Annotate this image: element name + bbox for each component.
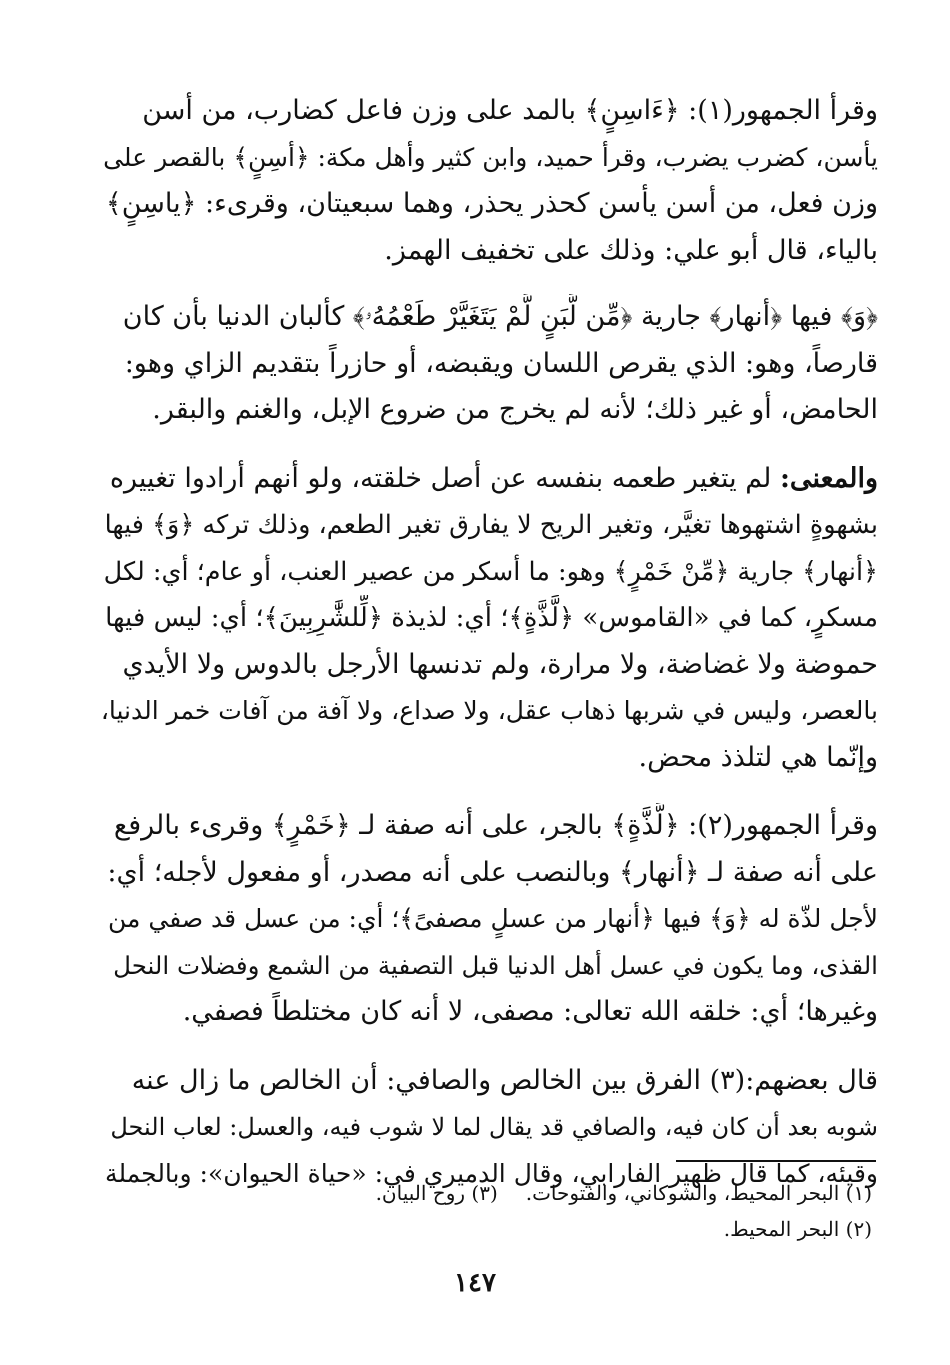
text-line: القذى، وما يكون في عسل أهل الدنيا قبل التصفية من الشمع وفضلات النحل — [113, 950, 878, 980]
text-line: لأجل لذّة له ﴿وَ﴾ فيها ﴿أنهار من عسلٍ مصفىً﴾؛ أي: من عسل قد صفي من — [108, 904, 878, 933]
footnote-2: (٢) البحر المحيط. — [723, 1217, 872, 1241]
text-line: الحامض، أو غير ذلك؛ لأنه لم يخرج من ضروع الإبل، والغنم والبقر. — [152, 394, 878, 425]
paragraph-lead-word: والمعنى: — [779, 462, 878, 494]
text-line: وزن فعل، من أسن يأسن كحذر يحذر، وهما سبعيتان، وقرىء: ﴿ياسِنٍ﴾ — [105, 188, 878, 219]
text-line: مسكرٍ، كما في «القاموس» ﴿لَّذَّةٍ﴾؛ أي: لذيذة ﴿لِّلشَّٰرِبِينَ﴾؛ أي: ليس فيها — [105, 603, 878, 633]
paragraph-4 — [100, 803, 878, 1036]
text-line: يأسن، كضرب يضرب، وقرأ حميد، وابن كثير وأهل مكة: ﴿أسِنٍ﴾ بالقصر على — [103, 142, 878, 172]
text-line: بالياء، قال أبو علي: وذلك على تخفيف الهمز. — [384, 234, 878, 266]
text-line: على أنه صفة لـ ﴿أنهار﴾ وبالنصب على أنه مصدر، أو مفعول لأجله؛ أي: — [107, 856, 878, 888]
page-number: ١٤٧ — [454, 1268, 496, 1298]
text-line: وقرأ الجمهور(٢): ﴿لَّذَّةٍ﴾ بالجر، على أنه صفة لـ ﴿خَمْرٍ﴾ وقرىء بالرفع — [113, 810, 878, 841]
text-line: حموضة ولا غضاضة، ولا مرارة، ولم تدنسها الأرجل بالدوس ولا الأيدي — [122, 648, 878, 680]
paragraph-2 — [100, 294, 878, 434]
text-line: وقيئه، كما قال ظهير الفارابي، وقال الدميري في: «حياة الحيوان»: وبالجملة — [105, 1158, 878, 1188]
text-line: قارصاً، وهو: الذي يقرص اللسان ويقبضه، أو حازراً بتقديم الزاي وهو: — [124, 347, 878, 379]
text-line: بشهوةٍ اشتهوها تغيَّر، وتغير الريح لا يفارق تغير الطعم، وذلك تركه ﴿وَ﴾ فيها — [104, 510, 878, 540]
footnote-line — [172, 1175, 872, 1211]
paragraph-3 — [100, 456, 878, 782]
footnote-3: (٣) روح البيان. — [375, 1181, 498, 1205]
paragraph-1 — [100, 88, 878, 274]
text-line-rest: لم يتغير طعمه بنفسه عن أصل خلقته، ولو أنهم أرادوا تغييره — [109, 462, 780, 494]
text-line: وغيرها؛ أي: خلقه الله تعالى: مصفى، لا أنه كان مختلطاً فصفي. — [182, 996, 878, 1027]
footnotes — [172, 1175, 872, 1247]
footnote-divider — [676, 1160, 876, 1162]
text-line — [100, 456, 878, 503]
footnote-1: (١) البحر المحيط، والشوكاني، والفتوحات. — [525, 1181, 872, 1205]
text-line: ﴿أنهار﴾ جارية ﴿مِّنْ خَمْرٍ﴾ وهو: ما أسكر من عصير العنب، أو عام؛ أي: لكل — [103, 556, 878, 587]
text-line: بالعصر، وليس في شربها ذهاب عقل، ولا صداع، ولا آفة من آفات خمر الدنيا، — [100, 696, 878, 725]
page-body — [100, 88, 878, 1197]
text-line: وقرأ الجمهور(١): ﴿ءَاسِنٍ﴾ بالمد على وزن فاعل كضارب، من أسن — [142, 95, 878, 126]
text-line: وإنّما هي لتلذذ محض. — [638, 741, 878, 773]
text-line: شوبه بعد أن كان فيه، والصافي قد يقال لما لا شوب فيه، والعسل: لعاب النحل — [110, 1113, 878, 1141]
text-line: قال بعضهم:(٣) الفرق بين الخالص والصافي: أن الخالص ما زال عنه — [131, 1064, 878, 1096]
text-line: ﴿وَ﴾ فيها ﴿أنهار﴾ جارية ﴿مِّن لَّبَنٍ لَّمْ يَتَغَيَّرْ طَعْمُهُۥ﴾ كألبان الدنيا بأن كان — [122, 301, 878, 332]
